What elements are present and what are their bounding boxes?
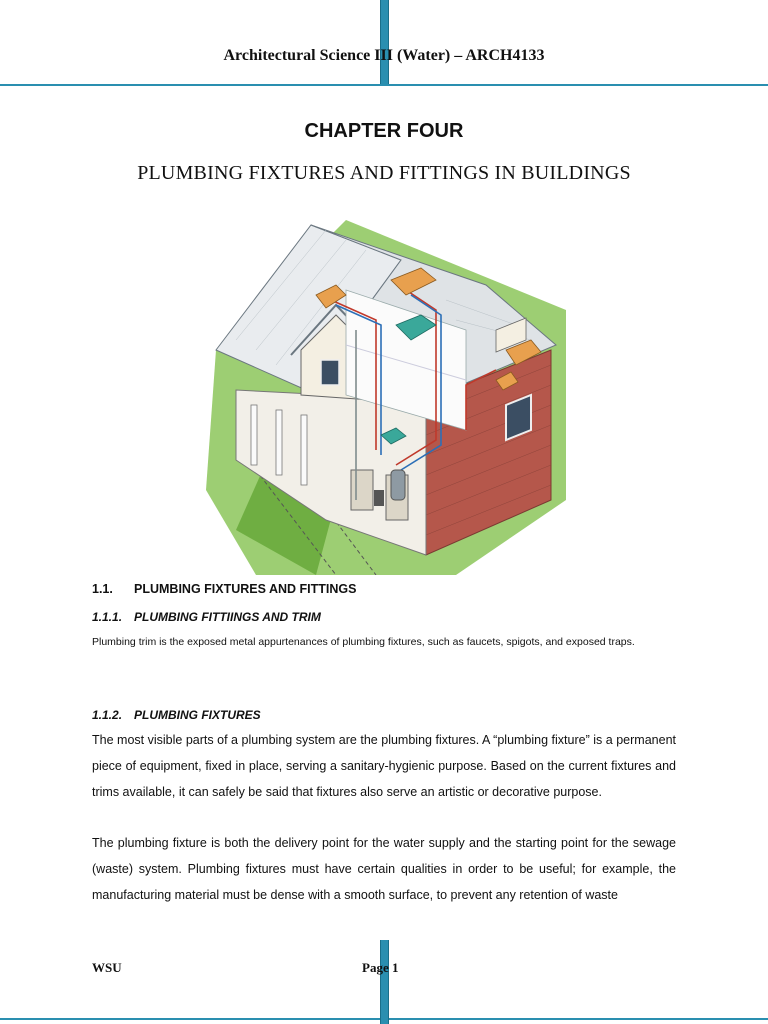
footer-rule-marker [380, 940, 389, 1024]
section-heading-1-1-2 [92, 708, 261, 722]
section-title: PLUMBING FITTIINGS AND TRIM [134, 610, 321, 624]
chapter-subtitle: PLUMBING FIXTURES AND FITTINGS IN BUILDINGS [137, 162, 631, 184]
section-title: PLUMBING FIXTURES [134, 708, 261, 722]
chapter-title: CHAPTER FOUR [304, 120, 464, 142]
paragraph-trim-definition: Plumbing trim is the exposed metal appurtenances of plumbing fixtures, such as faucets, spigots, and exposed traps. [92, 636, 635, 648]
footer-page-number: Page 1 [362, 960, 399, 975]
house-plumbing-illustration [196, 200, 576, 575]
section-number: 1.1.2. [92, 708, 123, 722]
header-rule-marker [380, 0, 389, 84]
paragraph-fixtures-delivery: The plumbing fixture is both the delivery point for the water supply and the starting point for the sewage (waste) system. Plumbing fixtures must have certain qualities in order to be useful; for example, the manufacturing material must be dense with a smooth surface, to prevent any retention of waste [92, 836, 676, 902]
section-number: 1.1.1. [92, 610, 123, 624]
paragraph-fixtures-intro: The most visible parts of a plumbing system are the plumbing fixtures. A “plumbing fixture” is a permanent piece of equipment, fixed in place, serving a sanitary-hygienic purpose. Based on the current fixtures and trims available, it can safely be said that fixtures also serve an artistic or decorative purpose. [92, 733, 676, 799]
section-number: 1.1. [92, 582, 113, 596]
section-heading-1-1 [92, 582, 356, 596]
section-heading-1-1-1 [92, 610, 321, 624]
running-header: Architectural Science III (Water) – ARCH4133 [223, 47, 545, 64]
section-title: PLUMBING FIXTURES AND FITTINGS [134, 582, 357, 596]
footer-institution: WSU [92, 960, 122, 975]
header-rule [0, 84, 768, 86]
